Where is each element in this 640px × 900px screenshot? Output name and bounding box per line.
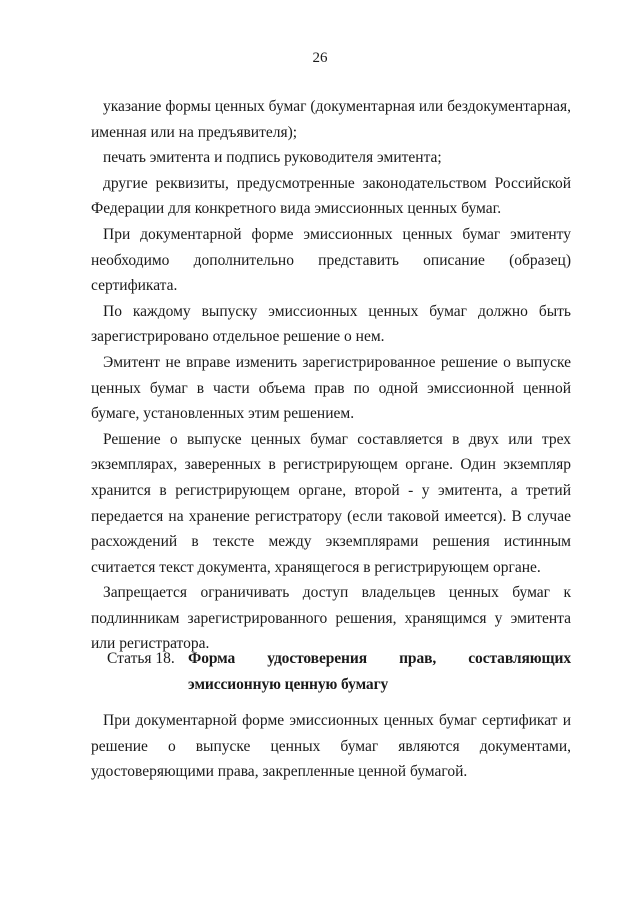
- paragraph: Решение о выпуске ценных бумаг составляется в двух или трех экземплярах, заверенных в регистрирующем органе. Один экземпляр хранится в регистрирующем органе, второй - у эмитента, а третий передается на хранение регистратору (если таковой имеется). В случае расхождений в тексте между экземплярами решения истинным считается текст документа, хранящегося в регистрирующем органе.: [91, 430, 571, 576]
- article-label: Статья 18.: [107, 650, 175, 667]
- paragraph: По каждому выпуску эмиссионных ценных бумаг должно быть зарегистрировано отдельное решение о нем.: [91, 302, 571, 346]
- paragraph: При документарной форме эмиссионных ценных бумаг эмитенту необходимо дополнительно представить описание (образец) сертификата.: [91, 225, 571, 295]
- article-body: [91, 708, 571, 785]
- paragraph: При документарной форме эмиссионных ценных бумаг сертификат и решение о выпуске ценных бумаг являются документами, удостоверяющими права, закрепленные ценной бумагой.: [91, 712, 571, 781]
- article-title: Форма удостоверения прав, составляющих эмиссионную ценную бумагу: [188, 650, 571, 693]
- page-number: 26: [312, 50, 328, 66]
- body-text: [91, 94, 571, 657]
- article-heading: [91, 646, 571, 697]
- paragraph: Эмитент не вправе изменить зарегистрированное решение о выпуске ценных бумаг в части объема прав по одной эмиссионной ценной бумаге, установленных этим решением.: [91, 353, 571, 423]
- paragraph: Запрещается ограничивать доступ владельцев ценных бумаг к подлинникам зарегистрированного решения, хранящимся у эмитента или регистратора.: [91, 584, 571, 653]
- paragraph: указание формы ценных бумаг (документарная или бездокументарная, именная или на предъявителя);: [91, 98, 571, 141]
- paragraph: печать эмитента и подпись руководителя эмитента;: [103, 149, 442, 167]
- paragraph: другие реквизиты, предусмотренные законодательством Российской Федерации для конкретного вида эмиссионных ценных бумаг.: [91, 174, 571, 218]
